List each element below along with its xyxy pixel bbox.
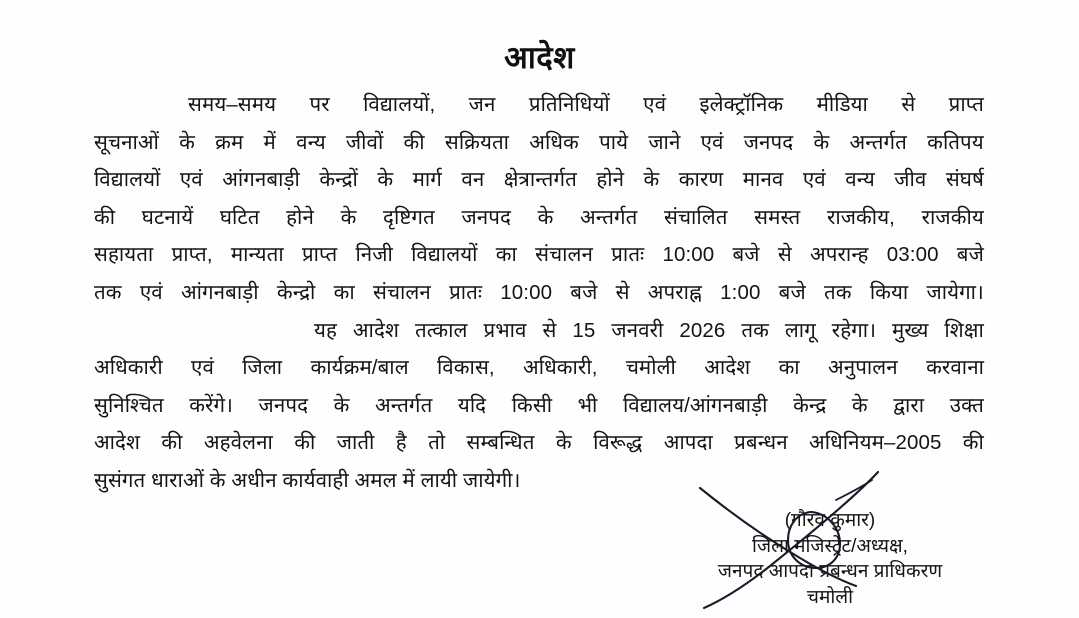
body-word: किया	[869, 280, 909, 304]
body-word: विद्यालयों	[94, 168, 161, 192]
body-word: मान्यता	[230, 243, 284, 267]
body-word: दृष्टिगत	[383, 205, 435, 229]
body-word: प्राप्त	[948, 93, 984, 116]
body-word: किसी	[511, 393, 553, 417]
body-word: आंगनबाड़ी	[222, 168, 300, 192]
body-word: सक्रियता	[444, 130, 510, 154]
body-word: विद्यालयों	[411, 243, 478, 267]
body-word: एवं	[179, 168, 203, 192]
body-word: संघर्ष	[945, 168, 984, 192]
body-word: 10:00	[500, 280, 553, 304]
body-word: अपरान्ह	[810, 243, 869, 267]
body-word: से	[777, 243, 792, 267]
body-word: मार्ग	[412, 168, 442, 192]
body-word: भी	[577, 393, 598, 417]
body-word: पाये	[599, 130, 629, 154]
body-word: में	[263, 130, 276, 154]
body-word: अपराह्न	[647, 280, 702, 304]
body-word: 15	[572, 318, 596, 342]
body-word: बजे	[778, 280, 806, 304]
body-word: विद्यालयों,	[363, 93, 436, 116]
body-word: होने	[286, 205, 314, 229]
body-word: है	[395, 431, 407, 455]
body-word: की	[94, 205, 116, 229]
body-word: के	[377, 168, 394, 192]
body-word: के	[333, 393, 350, 417]
body-word: रहेगा।	[831, 318, 877, 342]
signatory-name: (गौरव कुमार)	[784, 510, 876, 531]
paragraph-1	[94, 86, 984, 312]
body-word: इलेक्ट्रॉनिक	[699, 93, 784, 116]
body-word: जनपद	[743, 130, 794, 154]
body-word: एवं	[700, 130, 724, 154]
body-word: के	[340, 205, 357, 229]
body-word: अहवेलना	[203, 431, 273, 455]
body-word: यह	[314, 318, 337, 342]
body-word: जाने	[648, 130, 681, 154]
body-word: से	[542, 318, 557, 342]
body-word: एवं	[643, 93, 667, 116]
body-word: एवं	[191, 356, 214, 380]
body-word: क्षेत्रान्तर्गत	[503, 168, 577, 192]
body-word: क्रम	[215, 130, 244, 154]
body-word: संचालन	[373, 280, 431, 304]
body-word: केन्द्र	[793, 393, 827, 417]
body-word: जाती	[336, 431, 375, 455]
body-word: आदेश	[704, 356, 751, 380]
body-word: के	[643, 168, 660, 192]
body-word: के	[851, 393, 868, 417]
body-word: घटित	[219, 205, 260, 229]
body-word: होने	[596, 168, 625, 192]
body-word: के	[813, 130, 830, 154]
body-word: अधिक	[529, 130, 579, 154]
body-word: निजी	[355, 243, 393, 267]
body-word: केन्द्रों	[319, 168, 358, 192]
body-word: अधिकारी	[94, 356, 163, 380]
body-word: यदि	[457, 393, 487, 417]
body-word: के	[537, 205, 554, 229]
body-word: समय–समय	[188, 93, 277, 116]
body-word: वन	[461, 168, 485, 192]
body-word: जनपद	[258, 393, 309, 417]
body-word: जन	[468, 93, 496, 116]
body-word: अनुपालन	[828, 356, 898, 380]
body-word: एवं	[802, 168, 826, 192]
body-word: 10:00	[662, 243, 715, 267]
body-word: केन्द्रो	[276, 280, 316, 304]
body-word: लागू	[784, 318, 816, 342]
body-line	[94, 312, 984, 350]
body-word: का	[333, 280, 355, 304]
signatory-authority: जनपद आपदा प्रबन्धन प्राधिकरण	[717, 561, 943, 582]
body-word: बजे	[570, 280, 598, 304]
body-word: के	[179, 130, 195, 154]
body-word: जायेगा।	[926, 280, 984, 304]
document-body	[94, 86, 984, 500]
body-word: कार्यक्रम/बाल	[310, 356, 409, 380]
signatory-district: चमोली	[806, 586, 854, 608]
body-word: करेंगे।	[189, 393, 234, 417]
body-word: बजे	[956, 243, 984, 267]
page-title: आदेश	[504, 40, 575, 75]
body-word: तो	[428, 431, 446, 455]
body-word: जीवों	[345, 130, 384, 154]
body-word: विद्यालय/आंगनबाड़ी	[622, 393, 768, 417]
body-word: मानव	[742, 168, 784, 192]
body-word: संचालित	[664, 205, 728, 229]
body-word: प्रबन्धन	[734, 431, 788, 455]
body-word: 1:00	[720, 280, 761, 304]
body-word: सम्बन्धित	[466, 431, 535, 455]
body-line	[94, 199, 984, 237]
body-word: मीडिया	[816, 93, 868, 116]
body-word: प्राप्त	[301, 243, 338, 267]
body-word: तक	[94, 280, 122, 304]
body-word: समस्त	[754, 205, 801, 229]
body-word: प्रभाव	[483, 318, 527, 342]
body-word: प्रतिनिधियों	[528, 93, 610, 116]
body-word: प्रातः	[611, 243, 645, 267]
body-word: बजे	[732, 243, 760, 267]
body-word: जिला	[242, 356, 283, 380]
body-word: कतिपय	[927, 130, 984, 154]
body-word: की	[403, 130, 425, 154]
body-word: वन्य	[296, 130, 326, 154]
body-word: सहायता	[94, 243, 154, 267]
body-word: एवं	[139, 280, 163, 304]
body-word: मुख्य	[892, 318, 929, 342]
body-line	[94, 86, 984, 124]
body-word: द्वारा	[893, 393, 925, 417]
body-word: राजकीय	[921, 205, 984, 229]
body-word: से	[901, 93, 916, 116]
body-line	[94, 161, 984, 199]
body-line	[94, 424, 984, 462]
body-word: आदेश	[352, 318, 399, 342]
body-word: सुनिश्चित	[94, 393, 164, 417]
body-word: विरूद्ध	[593, 431, 643, 455]
body-word: शिक्षा	[944, 318, 984, 342]
body-word: संचालन	[535, 243, 594, 267]
body-word: 2026	[679, 318, 726, 342]
body-line	[94, 349, 984, 387]
body-word: राजकीय,	[826, 205, 895, 229]
body-word: तत्काल	[414, 318, 468, 342]
body-word: की	[294, 431, 316, 455]
body-word: सूचनाओं	[94, 130, 159, 154]
body-line	[94, 124, 984, 162]
body-word: उक्त	[949, 393, 984, 417]
body-word: अन्तर्गत	[374, 393, 433, 417]
body-word: कारण	[678, 168, 724, 192]
body-line	[94, 387, 984, 425]
body-word: प्राप्त,	[171, 243, 213, 267]
body-word: अधिकारी,	[523, 356, 598, 380]
body-word: अधिनियम–2005	[809, 431, 942, 455]
body-word: तक	[741, 318, 769, 342]
body-word: जनवरी	[611, 318, 664, 342]
signatory-designation: जिला मजिस्ट्रेट/अध्यक्ष,	[752, 535, 908, 557]
body-word: का	[778, 356, 800, 380]
body-word: की	[962, 431, 984, 455]
body-line	[94, 236, 984, 274]
body-word: अन्तर्गत	[849, 130, 907, 154]
body-word: आपदा	[663, 431, 713, 455]
body-word: 03:00	[886, 243, 939, 267]
body-word: का	[495, 243, 517, 267]
body-word: पर	[309, 93, 330, 116]
body-word: प्रातः	[449, 280, 483, 304]
body-word: विकास,	[437, 356, 495, 380]
body-word: तक	[824, 280, 852, 304]
signature-block	[620, 508, 1040, 610]
body-line	[94, 274, 984, 312]
body-word: आंगनबाड़ी	[180, 280, 259, 304]
body-word: जनपद	[461, 205, 511, 229]
body-word: आदेश	[94, 431, 141, 455]
body-word: जीव	[894, 168, 927, 192]
body-word: घटनायें	[141, 205, 194, 229]
body-word: चमोली	[625, 356, 676, 380]
body-word: से	[615, 280, 630, 304]
paragraph-2	[94, 312, 984, 500]
body-word: की	[161, 431, 183, 455]
body-word: के	[555, 431, 572, 455]
body-word: अन्तर्गत	[580, 205, 638, 229]
body-word: वन्य	[845, 168, 875, 192]
body-line: सुसंगत धाराओं के अधीन कार्यवाही अमल में लायी जायेगी।	[94, 468, 521, 492]
body-word: करवाना	[926, 356, 984, 380]
